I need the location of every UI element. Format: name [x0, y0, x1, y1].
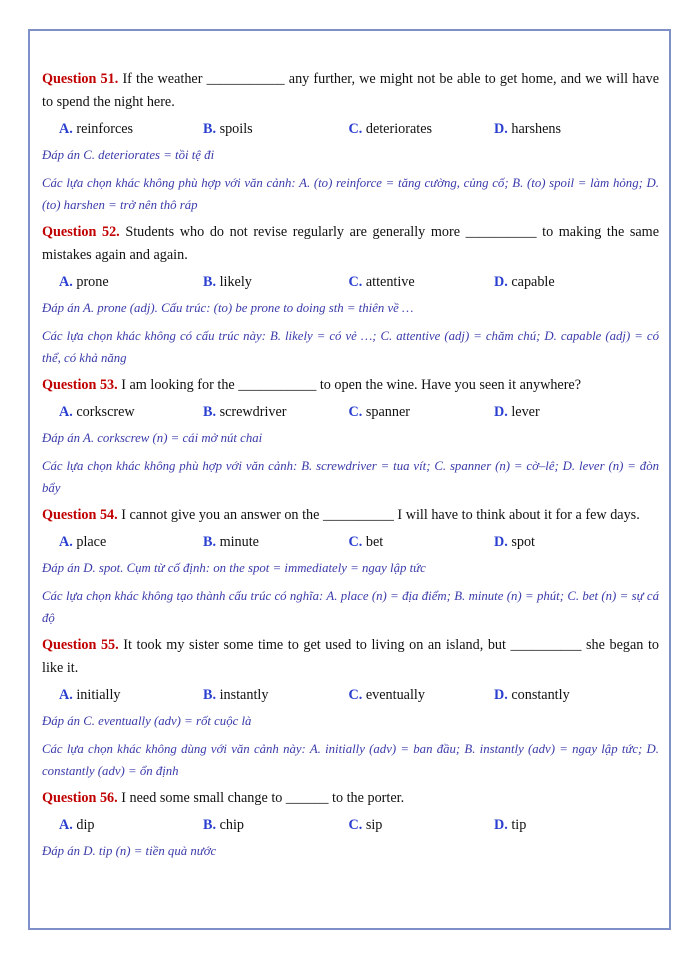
options-row — [42, 119, 659, 139]
option-b[interactable]: B. likely — [203, 274, 252, 290]
answer-key: Đáp án D. spot. Cụm từ cố định: on the spot = immediately = ngay lập tức — [42, 561, 426, 575]
option-a[interactable]: A. place — [59, 534, 107, 550]
question-stem: I cannot give you an answer on the __________ I will have to think about it for a few days. — [117, 507, 640, 523]
option-a[interactable]: A. initially — [59, 687, 121, 703]
question-label: Question 51. — [42, 71, 119, 87]
option-d[interactable]: D. lever — [494, 404, 540, 420]
option-c[interactable]: C. attentive — [348, 274, 415, 290]
option-d[interactable]: D. tip — [494, 817, 527, 833]
question-53 — [42, 374, 659, 499]
answer-explanation: Các lựa chọn khác không dùng với văn cảnh này: A. initially (adv) = ban đầu; B. instantly (adv) = ngay lập tức; D. constantly (adv) = ổn định — [42, 742, 659, 778]
options-row — [42, 532, 659, 552]
option-b[interactable]: B. minute — [203, 534, 259, 550]
question-label: Question 54. — [42, 507, 118, 523]
question-text — [42, 221, 659, 267]
option-c[interactable]: C. bet — [348, 534, 384, 550]
question-label: Question 56. — [42, 790, 118, 806]
options-row — [42, 815, 659, 835]
question-stem: I need some small change to ______ to the porter. — [117, 790, 405, 806]
answer-key: Đáp án C. deteriorates = tồi tệ đi — [42, 148, 215, 162]
option-d[interactable]: D. spot — [494, 534, 535, 550]
question-label: Question 52. — [42, 224, 120, 240]
option-b[interactable]: B. spoils — [203, 121, 253, 137]
answer-key: Đáp án D. tip (n) = tiền quà nước — [42, 844, 217, 858]
option-d[interactable]: D. harshens — [494, 121, 561, 137]
option-a[interactable]: A. prone — [59, 274, 109, 290]
question-stem: Students who do not revise regularly are generally more __________ to making the same mistakes again and again. — [42, 224, 659, 263]
option-b[interactable]: B. instantly — [203, 687, 269, 703]
option-c[interactable]: C. sip — [348, 817, 383, 833]
option-a[interactable]: A. reinforces — [59, 121, 134, 137]
answer-explanation: Các lựa chọn khác không phù hợp với văn cảnh: B. screwdriver = tua vít; C. spanner (n) = cờ–lê; D. lever (n) = đòn bẩy — [42, 459, 659, 495]
question-text — [42, 504, 659, 527]
options-row — [42, 402, 659, 422]
question-51 — [42, 68, 659, 216]
question-54 — [42, 504, 659, 629]
question-list — [42, 68, 659, 866]
question-55 — [42, 634, 659, 782]
question-text — [42, 68, 659, 114]
option-d[interactable]: D. constantly — [494, 687, 570, 703]
options-row — [42, 685, 659, 705]
answer-explanation: Các lựa chọn khác không phù hợp với văn cảnh: A. (to) reinforce = tăng cường, củng cố; B. (to) spoil = làm hỏng; D. (to) harshen = trở nên thô ráp — [42, 176, 659, 212]
answer-key: Đáp án A. prone (adj). Cấu trúc: (to) be prone to doing sth = thiên về … — [42, 301, 414, 315]
option-c[interactable]: C. deteriorates — [348, 121, 433, 137]
answer-explanation: Các lựa chọn khác không có cấu trúc này: B. likely = có vẻ …; C. attentive (adj) = chăm chú; D. capable (adj) = có thể, có khả năng — [42, 329, 659, 365]
question-stem: I am looking for the ___________ to open the wine. Have you seen it anywhere? — [117, 377, 582, 393]
question-text — [42, 787, 659, 810]
answer-key: Đáp án A. corkscrew (n) = cái mở nút chai — [42, 431, 263, 445]
option-a[interactable]: A. dip — [59, 817, 95, 833]
question-text — [42, 634, 659, 680]
option-c[interactable]: C. spanner — [348, 404, 410, 420]
question-stem: If the weather ___________ any further, we might not be able to get home, and we will have to spend the night here. — [42, 71, 659, 110]
answer-explanation: Các lựa chọn khác không tạo thành cấu trúc có nghĩa: A. place (n) = địa điểm; B. minute (n) = phút; C. bet (n) = sự cá độ — [42, 589, 659, 625]
options-row — [42, 272, 659, 292]
question-56 — [42, 787, 659, 861]
option-b[interactable]: B. screwdriver — [203, 404, 287, 420]
option-d[interactable]: D. capable — [494, 274, 555, 290]
question-text — [42, 374, 659, 397]
option-a[interactable]: A. corkscrew — [59, 404, 135, 420]
option-c[interactable]: C. eventually — [348, 687, 425, 703]
question-label: Question 53. — [42, 377, 118, 393]
question-label: Question 55. — [42, 637, 119, 653]
question-52 — [42, 221, 659, 369]
option-b[interactable]: B. chip — [203, 817, 244, 833]
answer-key: Đáp án C. eventually (adv) = rốt cuộc là — [42, 714, 252, 728]
question-stem: It took my sister some time to get used to living on an island, but __________ she began to like it. — [42, 637, 659, 676]
